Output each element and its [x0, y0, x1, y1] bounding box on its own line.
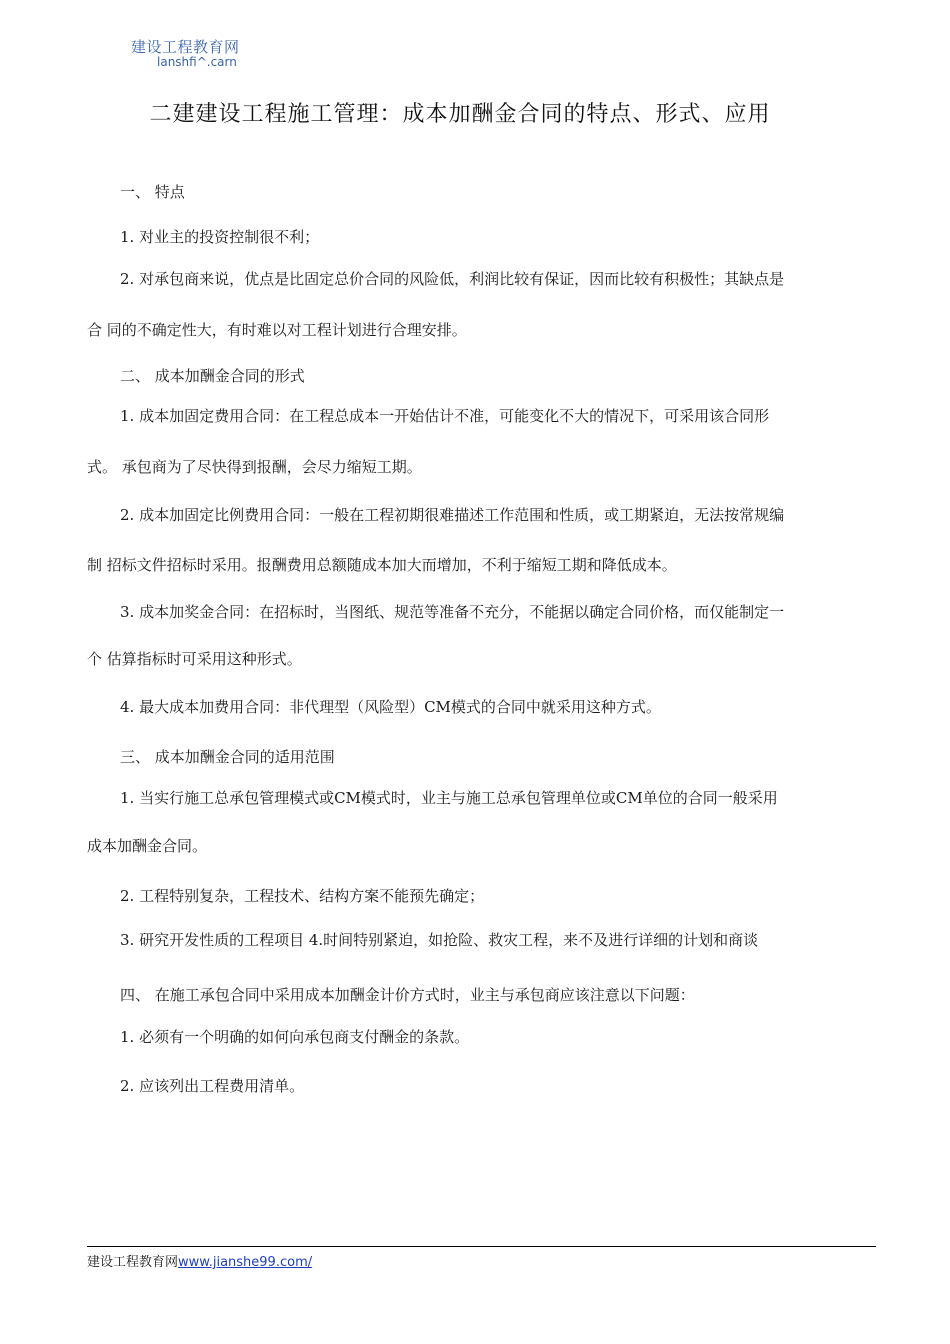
footer-divider [87, 1246, 876, 1247]
paragraph-line: 2. 成本加固定比例费用合同：一般在工程初期很难描述工作范围和性质，或工期紧迫，无法按常规编 [120, 506, 785, 524]
logo [131, 36, 240, 69]
section-heading-2: 二、 成本加酬金合同的形式 [120, 367, 305, 385]
paragraph-line: 2. 对承包商来说，优点是比固定总价合同的风险低，利润比较有保证，因而比较有积极性；其缺点是 [120, 270, 785, 288]
paragraph-line: 式。 承包商为了尽快得到报酬，会尽力缩短工期。 [87, 458, 422, 476]
paragraph-line: 4. 最大成本加费用合同：非代理型（风险型）CM模式的合同中就采用这种方式。 [120, 698, 661, 716]
paragraph-line: 3. 研究开发性质的工程项目 4.时间特别紧迫，如抢险、救灾工程，来不及进行详细的计划和商谈 [120, 931, 759, 949]
paragraph-line: 1. 当实行施工总承包管理模式或CM模式时，业主与施工总承包管理单位或CM单位的合同一般采用 [120, 789, 778, 807]
paragraph-line: 2. 工程特别复杂，工程技术、结构方案不能预先确定； [120, 887, 485, 905]
footer [87, 1251, 312, 1270]
paragraph-line: 3. 成本加奖金合同：在招标时，当图纸、规范等准备不充分，不能据以确定合同价格，而仅能制定一 [120, 603, 785, 621]
paragraph-line: 个 估算指标时可采用这种形式。 [87, 650, 302, 668]
paragraph-line: 合 同的不确定性大，有时难以对工程计划进行合理安排。 [87, 321, 467, 339]
section-heading-3: 三、 成本加酬金合同的适用范围 [120, 748, 335, 766]
paragraph-line: 1. 成本加固定费用合同：在工程总成本一开始估计不准，可能变化不大的情况下，可采用该合同形 [120, 407, 770, 425]
logo-name: 建设工程教育网 [131, 38, 240, 56]
logo-subtitle: lanshfi^.carn [157, 55, 237, 69]
paragraph-line: 1. 对业主的投资控制很不利； [120, 228, 320, 246]
paragraph-line: 成本加酬金合同。 [87, 837, 208, 855]
page-title: 二建建设工程施工管理：成本加酬金合同的特点、形式、应用 [149, 102, 771, 127]
section-heading-4: 四、 在施工承包合同中采用成本加酬金计价方式时，业主与承包商应该注意以下问题： [120, 986, 695, 1004]
footer-link[interactable]: www.jianshe99.com/ [178, 1255, 313, 1270]
section-heading-1: 一、 特点 [120, 183, 185, 201]
paragraph-line: 2. 应该列出工程费用清单。 [120, 1077, 305, 1095]
footer-label: 建设工程教育网 [87, 1255, 179, 1270]
paragraph-line: 制 招标文件招标时采用。报酬费用总额随成本加大而增加，不利于缩短工期和降低成本。 [87, 556, 677, 574]
paragraph-line: 1. 必须有一个明确的如何向承包商支付酬金的条款。 [120, 1028, 470, 1046]
